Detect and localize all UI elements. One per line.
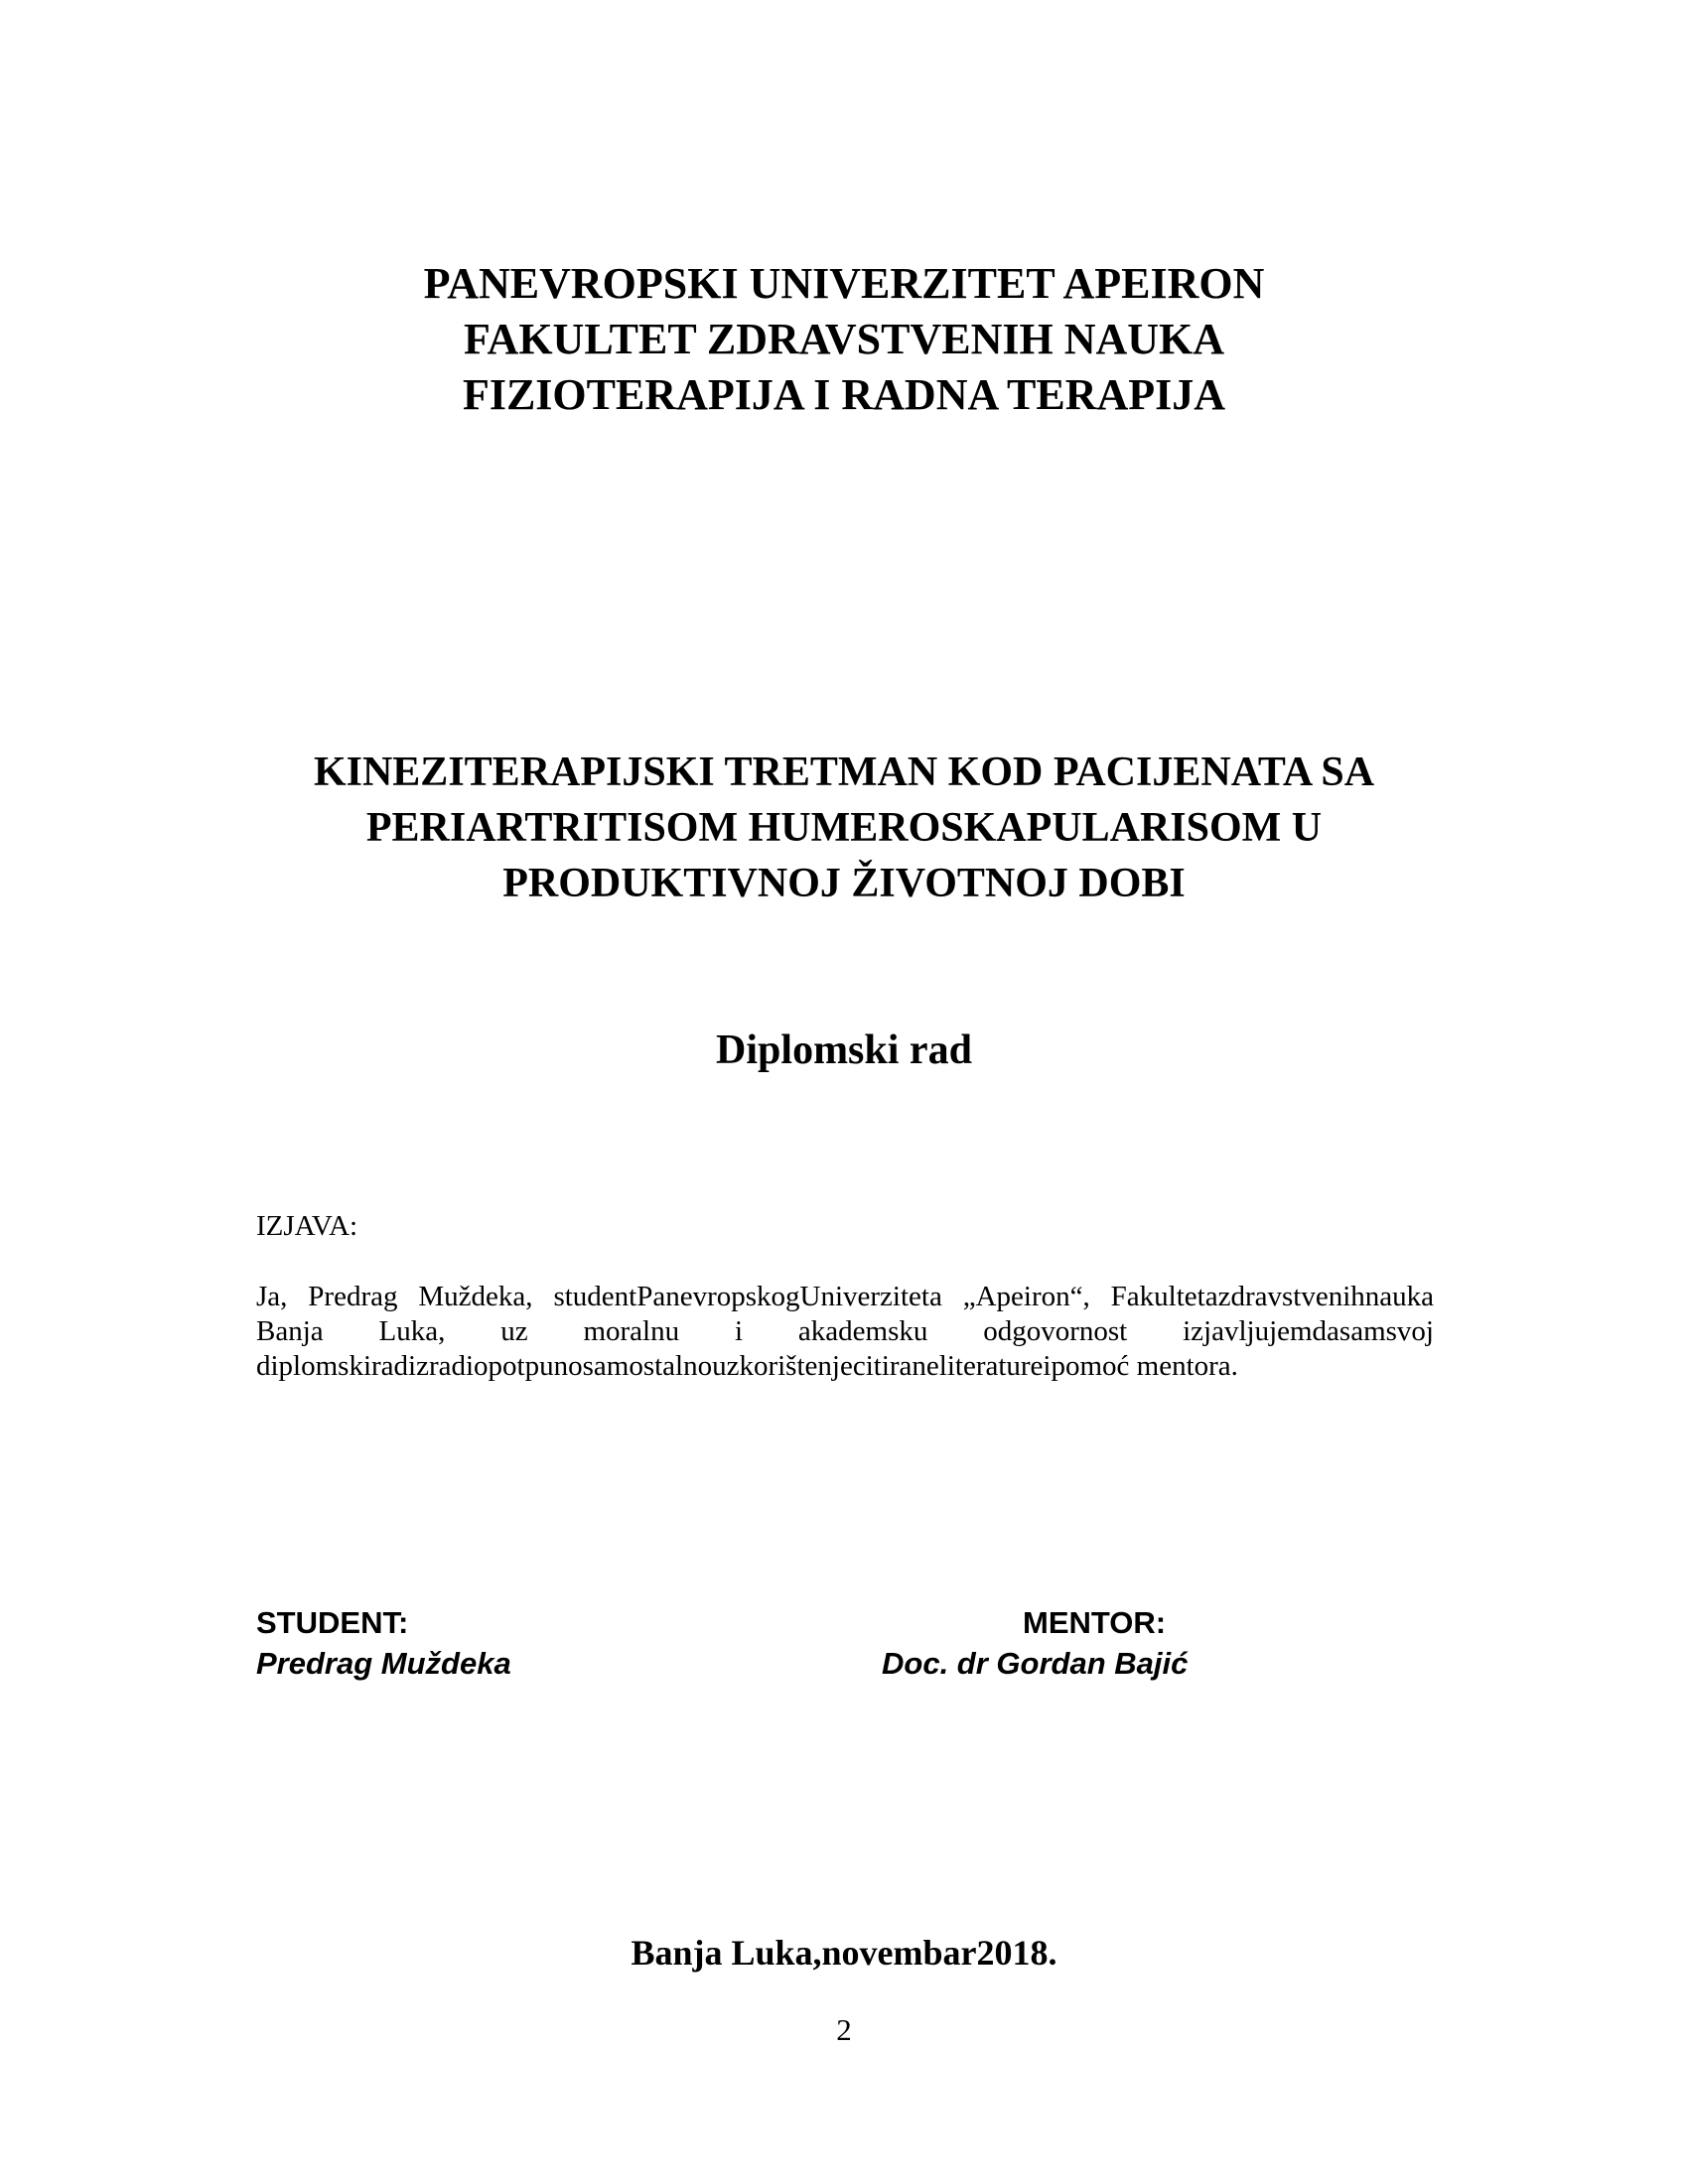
place-and-date: Banja Luka,novembar2018. (631, 1933, 1057, 1973)
document-type: Diplomski rad (716, 1027, 972, 1073)
thesis-title-line: PRODUKTIVNOJ ŽIVOTNOJ DOBI (502, 861, 1186, 906)
mentor-name: Doc. dr Gordan Bajić (882, 1646, 1189, 1681)
program-name: FIZIOTERAPIJA I RADNA TERAPIJA (462, 370, 1226, 419)
university-name: PANEVROPSKI UNIVERZITET APEIRON (423, 259, 1265, 308)
institution-header (0, 256, 1688, 423)
student-name: Predrag Muždeka (256, 1646, 511, 1681)
thesis-title (0, 745, 1688, 911)
thesis-title-line: PERIARTRITISOM HUMEROSKAPULARISOM U (365, 805, 1323, 851)
thesis-title-line: KINEZITERAPIJSKI TRETMAN KOD PACIJENATA SA (313, 750, 1375, 795)
page-number: 2 (836, 2012, 852, 2047)
student-label: STUDENT: (256, 1605, 409, 1640)
statement-text: Ja, Predrag Muždeka, studentPanevropskogUniverziteta „Apeiron“, Fakultetazdravstvenihnauka Banja Luka, uz moralnu i akademsku odgovornost izjavljujemdasamsvoj diplomskiradizradiopotpunosamostalnouzkorištenjecitiraneliteratureipomoć mentora. (256, 1281, 1434, 1382)
statement-heading: IZJAVA: (256, 1210, 358, 1242)
mentor-label: MENTOR: (1023, 1605, 1167, 1640)
faculty-name: FAKULTET ZDRAVSTVENIH NAUKA (463, 315, 1225, 363)
